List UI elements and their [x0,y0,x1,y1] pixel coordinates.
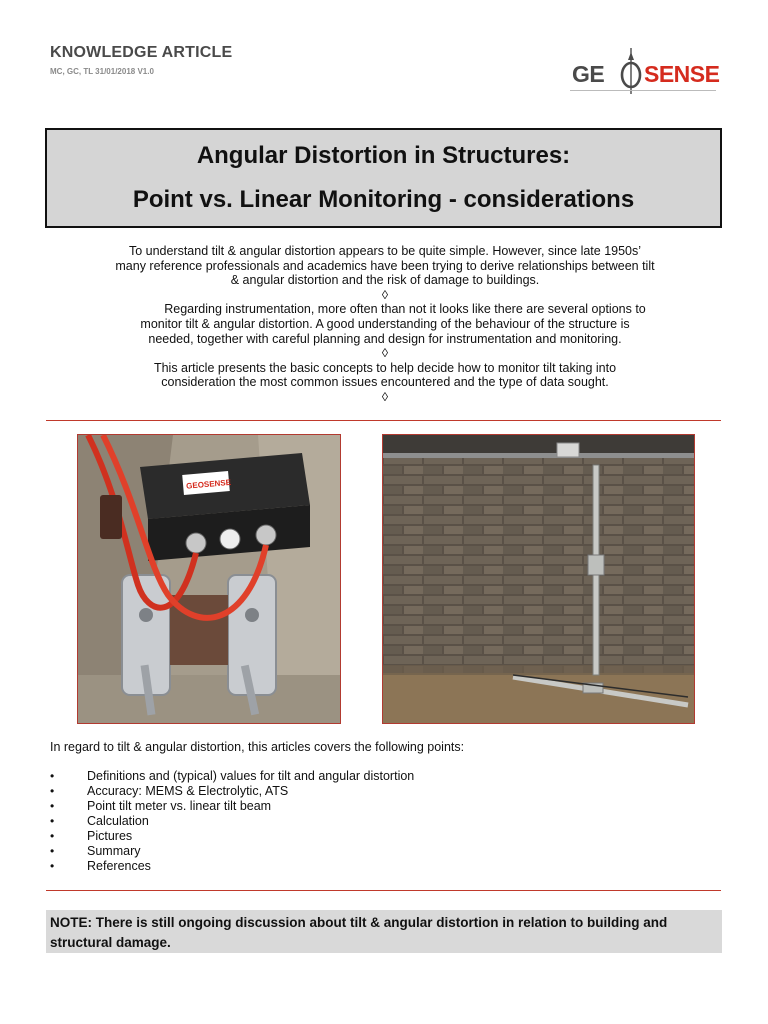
intro-para-3-line-2: consideration the most common issues encountered and the type of data sought. [161,375,609,390]
covers-list [50,769,414,874]
note-label: NOTE [50,915,88,930]
photo-tilt-beam-wall [382,434,695,724]
bullet-icon: • [50,769,55,783]
note-text: : There is still ongoing discussion about tilt & angular distortion in relation to building and structural damage. [50,915,668,950]
covers-intro: In regard to tilt & angular distortion, this articles covers the following points: [50,740,465,754]
section-divider [46,890,721,891]
note-box [46,910,722,953]
header-kicker: KNOWLEDGE ARTICLE [50,44,233,61]
bullet-icon: • [50,829,55,843]
list-item: • Calculation [50,814,149,828]
logo-text-sense: SENSE [644,61,720,87]
list-item: • Point tilt meter vs. linear tilt beam [50,799,272,813]
bullet-icon: • [50,784,55,798]
list-item: • Definitions and (typical) values for tilt and angular distortion [50,769,415,783]
box-label: GEOSENSE [185,477,232,491]
intro-para-1-line-3: & angular distortion and the risk of damage to buildings. [230,273,540,288]
intro-text [70,244,700,405]
logo-underline [570,90,716,91]
diamond-separator: ◊ [381,287,389,302]
title-line-1: Angular Distortion in Structures: [196,142,571,169]
diamond-separator: ◊ [381,346,389,361]
title-line-2: Point vs. Linear Monitoring - considerations [132,186,635,213]
logo-text-ge: GE [572,61,605,87]
intro-para-3-line-1: This article presents the basic concepts to help decide how to monitor tilt taking into [153,360,617,375]
header-meta: MC, GC, TL 31/01/2018 V1.0 [50,67,154,76]
intro-para-2-line-1: Regarding instrumentation, more often than not it looks like there are several options to [164,302,646,317]
intro-para-2-line-2: monitor tilt & angular distortion. A good understanding of the behaviour of the structure is [140,316,630,331]
intro-para-1-line-1: To understand tilt & angular distortion appears to be quite simple. However, since late 1950s’ [128,244,642,258]
list-item: • Summary [50,844,141,858]
tilt-meter-illustration [78,435,340,723]
intro-para-2-line-3: needed, together with careful planning and design for instrumentation and monitoring. [148,331,622,346]
section-divider [46,420,721,421]
bullet-icon: • [50,859,55,873]
bullet-icon: • [50,814,55,828]
intro-para-1-line-2: many reference professionals and academics have been trying to derive relationships between tilt [115,258,655,273]
logo-plumb-icon [618,48,644,94]
title-box [45,128,722,228]
brick-wall-illustration [383,435,694,723]
bullet-icon: • [50,844,55,858]
geosense-logo [570,48,718,96]
diamond-separator: ◊ [381,389,389,404]
photo-tilt-meter [77,434,341,724]
list-item: • Accuracy: MEMS & Electrolytic, ATS [50,784,289,798]
list-item: • Pictures [50,829,133,843]
bullet-icon: • [50,799,55,813]
list-item: • References [50,859,151,873]
